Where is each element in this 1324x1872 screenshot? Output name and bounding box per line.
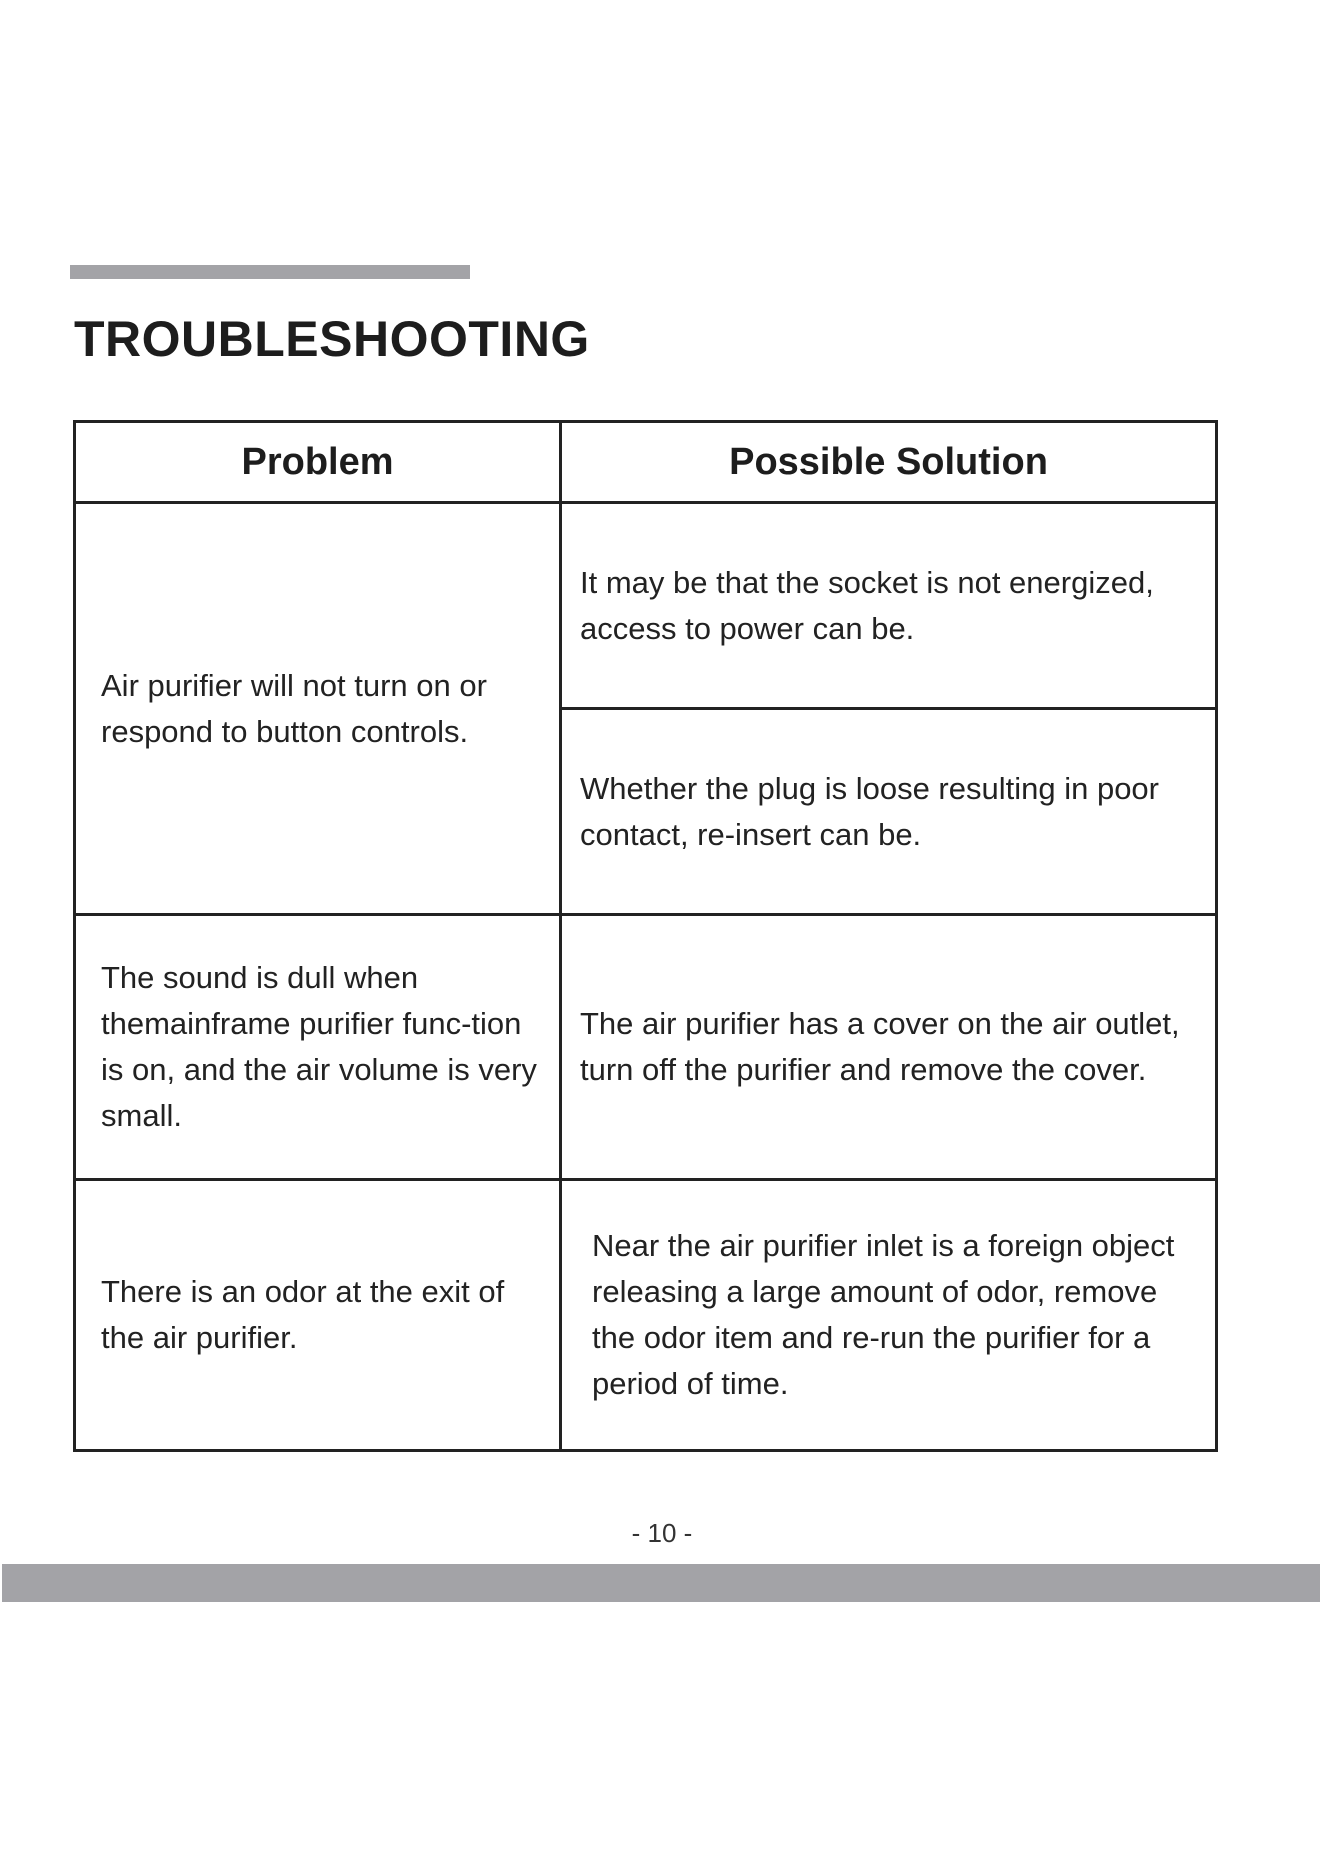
solution-text: It may be that the socket is not energized, access to power can be. [580,564,1154,646]
table-row [75,503,1217,709]
table-header-row [75,422,1217,503]
top-accent-bar [70,265,470,279]
table-row [75,1180,1217,1451]
page-title: TROUBLESHOOTING [74,311,590,367]
solution-cell [561,503,1217,709]
solution-cell [561,1180,1217,1451]
table-row [75,915,1217,1180]
page-number: - 10 - [631,1518,693,1548]
problem-text: There is an odor at the exit of the air purifier. [101,1274,505,1355]
problem-text: The sound is dull when themainframe purifier func-tion is on, and the air volume is very small. [101,960,537,1133]
solution-text: Whether the plug is loose resulting in poor contact, re-insert can be. [580,770,1159,852]
troubleshooting-table [73,420,1218,1452]
bottom-accent-bar [2,1564,1320,1602]
solution-cell [561,709,1217,915]
solution-text: Near the air purifier inlet is a foreign object releasing a large amount of odor, remove the odor item and re-run the purifier for a period of time. [592,1228,1175,1401]
solution-text: The air purifier has a cover on the air outlet, turn off the purifier and remove the cover. [580,1006,1180,1087]
problem-text: Air purifier will not turn on or respond to button controls. [101,667,487,749]
problem-cell [75,915,561,1180]
header-problem: Problem [75,422,561,503]
header-possible-solution: Possible Solution [561,422,1217,503]
solution-cell [561,915,1217,1180]
problem-cell [75,503,561,915]
problem-cell [75,1180,561,1451]
